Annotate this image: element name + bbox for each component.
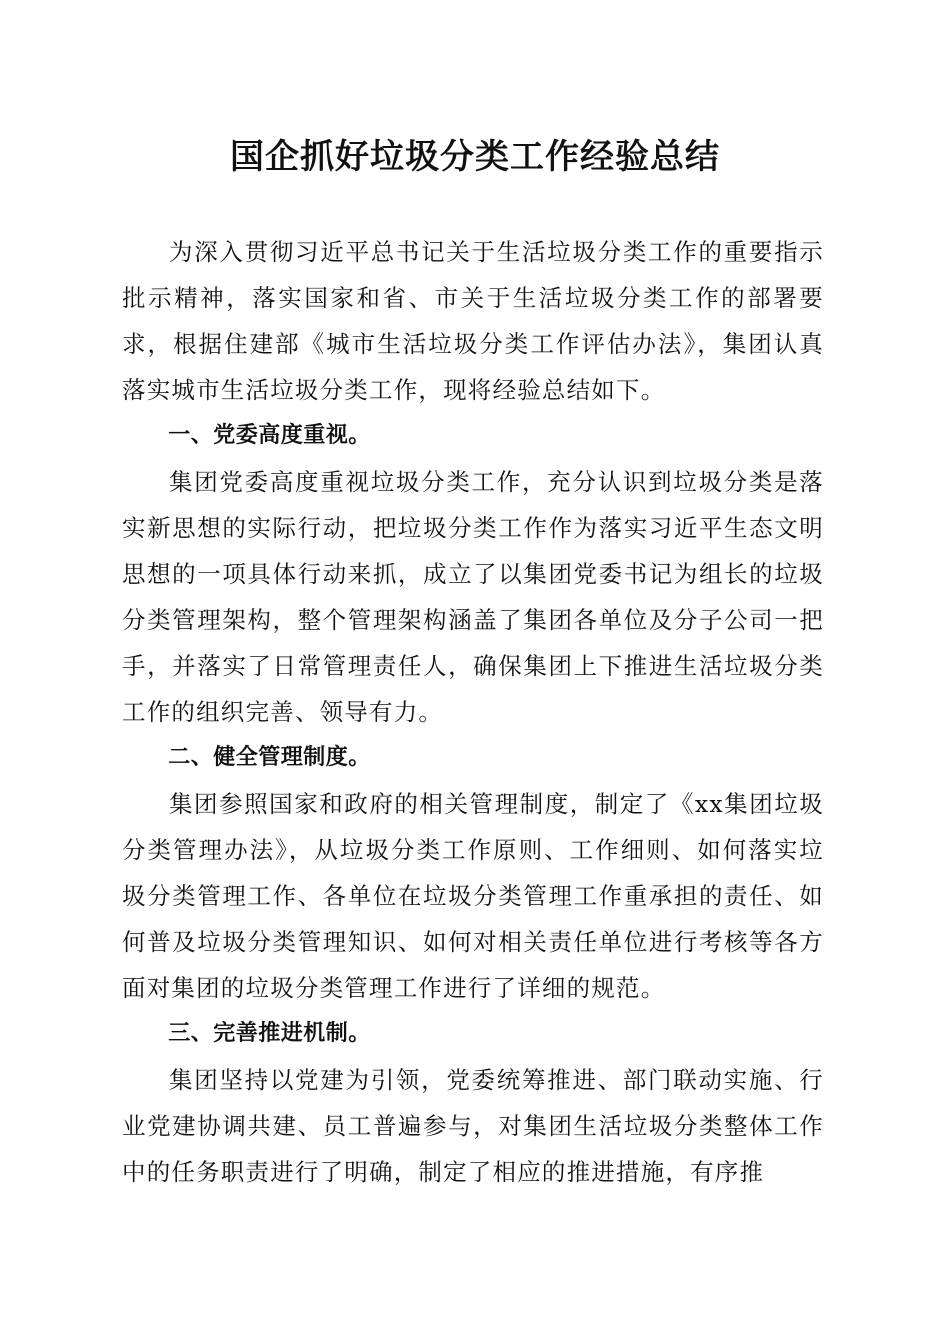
section-heading-2: 二、健全管理制度。 [168, 745, 371, 770]
document-body [122, 229, 824, 1195]
section-heading-3: 三、完善推进机制。 [168, 1021, 371, 1046]
section-paragraph-1: 集团党委高度重视垃圾分类工作，充分认识到垃圾分类是落实新思想的实际行动，把垃圾分类工作作为落实习近平生态文明思想的一项具体行动来抓，成立了以集团党委书记为组长的垃圾分类管理架构，整个管理架构涵盖了集团各单位及分子公司一把手，并落实了日常管理责任人，确保集团上下推进生活垃圾分类工作的组织完善、领导有力。 [122, 468, 824, 726]
section-paragraph-3: 集团坚持以党建为引领，党委统筹推进、部门联动实施、行业党建协调共建、员工普遍参与，对集团生活垃圾分类整体工作中的任务职责进行了明确，制定了相应的推进措施，有序推 [122, 1066, 824, 1186]
section-paragraph-2: 集团参照国家和政府的相关管理制度，制定了《xx集团垃圾分类管理办法》，从垃圾分类工作原则、工作细则、如何落实垃圾分类管理工作、各单位在垃圾分类管理工作重承担的责任、如何普及垃圾分类管理知识、如何对相关责任单位进行考核等各方面对集团的垃圾分类管理工作进行了详细的规范。 [122, 790, 824, 1002]
section-heading-1: 一、党委高度重视。 [168, 423, 371, 448]
intro-paragraph: 为深入贯彻习近平总书记关于生活垃圾分类工作的重要指示批示精神，落实国家和省、市关于生活垃圾分类工作的部署要求，根据住建部《城市生活垃圾分类工作评估办法》，集团认真落实城市生活垃圾分类工作，现将经验总结如下。 [122, 238, 824, 404]
document-title: 国企抓好垃圾分类工作经验总结 [230, 137, 720, 177]
